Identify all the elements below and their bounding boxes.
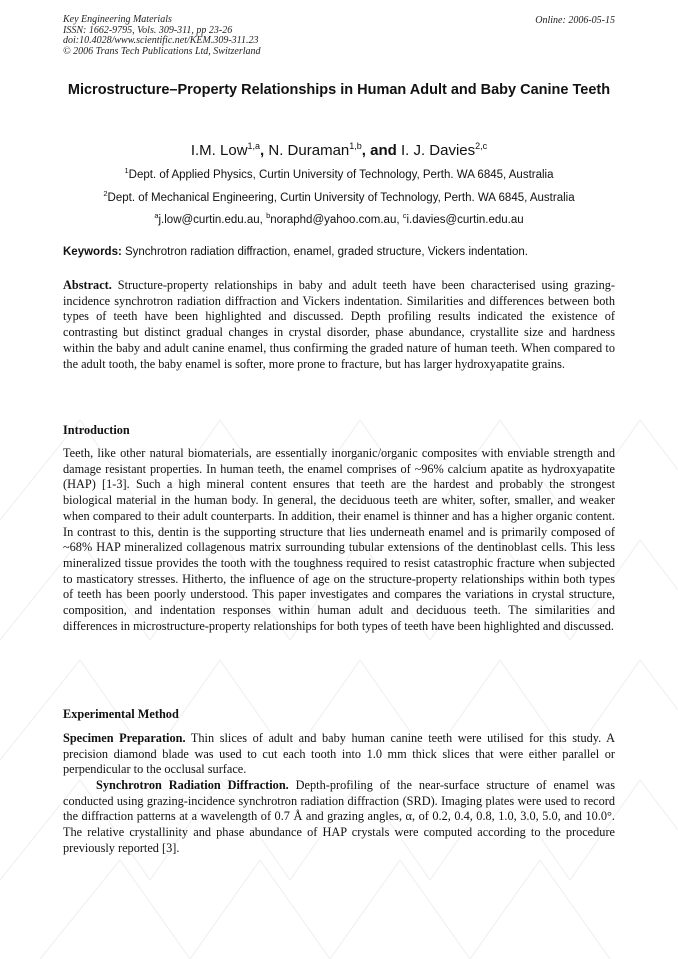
keywords-text: Synchrotron radiation diffraction, enamel, graded structure, Vickers indentation. — [121, 246, 528, 258]
affiliation-2 — [0, 189, 678, 204]
author-separator: , — [260, 142, 269, 159]
journal-header — [63, 15, 261, 57]
email-c[interactable]: i.davies@curtin.edu.au — [406, 213, 524, 226]
author-separator-and: , and — [361, 142, 401, 159]
experimental-heading: Experimental Method — [63, 707, 179, 721]
specimen-preparation-paragraph — [63, 731, 615, 778]
abstract-label: Abstract. — [63, 278, 112, 292]
specimen-preparation-label: Specimen Preparation. — [63, 731, 186, 745]
doi-line: doi:10.4028/www.scientific.net/KEM.309-311.23 — [63, 35, 259, 46]
author-3-affil: 2,c — [475, 141, 488, 151]
specimen-preparation-text: Thin slices of adult and baby human canine teeth were utilised for this study. A precision diamond blade was used to cut each tooth into 1.0 mm thick slices that were either parallel or perpendicular to the occlusal surface. — [63, 731, 615, 777]
affiliation-2-text: Dept. of Mechanical Engineering, Curtin University of Technology, Perth. WA 6845, Australia — [107, 191, 575, 204]
issn-line: ISSN: 1662-9795, Vols. 309-311, pp 23-26 — [63, 24, 233, 36]
keywords — [63, 246, 615, 258]
paper-title: Microstructure–Property Relationships in Human Adult and Baby Canine Teeth — [67, 82, 611, 98]
introduction-heading: Introduction — [63, 423, 130, 437]
affiliation-1-text: Dept. of Applied Physics, Curtin University of Technology, Perth. WA 6845, Australia — [128, 168, 554, 181]
copyright-line: © 2006 Trans Tech Publications Ltd, Switzerland — [63, 45, 261, 57]
email-b[interactable]: noraphd@yahoo.com.au, — [270, 213, 403, 226]
srd-paragraph — [63, 778, 615, 857]
abstract-paragraph — [63, 278, 615, 372]
email-c-mark: c — [402, 211, 407, 220]
email-a-mark: a — [154, 211, 159, 220]
author-list — [0, 141, 678, 159]
online-date: Online: 2006-05-15 — [535, 15, 615, 26]
author-2: N. Duraman — [268, 142, 350, 159]
abstract-text: Structure-property relationships in baby and adult teeth have been characterised using grazing-incidence synchrotron radiation diffraction and Vickers indentation. Similarities and differences between both types of teeth have been highlighted and discussed. Depth profiling results indicated the existence of contrasting but distinct gradual changes in crystal disorder, phase abundance, crystallite size and hardness within the baby and adult canine enamel, thus confirming the graded nature of human teeth. When compared to the adult tooth, the baby enamel is softer, more prone to fracture, but has larger hydroxyapatite grains. — [63, 278, 615, 371]
author-1: I.M. Low — [190, 142, 248, 159]
affiliation-1 — [0, 166, 678, 181]
email-a[interactable]: j.low@curtin.edu.au, — [158, 213, 267, 226]
author-2-affil: 1,b — [349, 141, 362, 151]
author-1-affil: 1,a — [247, 141, 261, 151]
srd-label: Synchrotron Radiation Diffraction. — [96, 778, 289, 792]
author-3: I. J. Davies — [400, 142, 476, 159]
srd-text: Depth-profiling of the near-surface structure of enamel was conducted using grazing-incidence synchrotron radiation diffraction (SRD). Imaging plates were used to record the diffraction patterns at a wavelength of 0.7 Å and grazing angles, α, of 0.2, 0.4, 0.8, 1.0, 3.0, 5.0, and 10.0°. The relative crystallinity and phase abundance of HAP crystals were computed according to the procedure previously reported [3]. — [63, 778, 616, 855]
introduction-paragraph: Teeth, like other natural biomaterials, are essentially inorganic/organic composites with enviable strength and damage resistant properties. In human teeth, the enamel comprises of ~96% calcium apatite as hydroxyapatite (HAP) [1-3]. Such a high mineral content ensures that teeth are the hardest and probably the strongest biological material in the human body. In general, the deciduous teeth are whiter, softer, smaller, and weaker when compared to their adult counterparts. In addition, their enamel is thinner and has a higher organic content. In contrast to this, dentin is the supporting structure that lies underneath enamel and is primarily composed of ~68% HAP mineralized collagenous matrix surrounding tubular extensions of the dentinoblast cells. This less mineralized tissue provides the tooth with the toughness required to resist catastrophic fracture when subjected to masticatory stresses. Hitherto, the influence of age on the structure-property relationships within both types of teeth has been poorly understood. This paper investigates and compares the variations in crystal structure, composition, and indentation responses within human adult and deciduous teeth. The similarities and differences in microstructure-property relationships for both types of teeth have been highlighted and discussed. — [63, 446, 615, 633]
affiliation-1-number: 1 — [124, 166, 129, 175]
keywords-label: Keywords: — [63, 246, 122, 258]
email-b-mark: b — [266, 211, 271, 220]
email-line — [0, 211, 678, 226]
journal-name: Key Engineering Materials — [63, 14, 172, 25]
affiliation-2-number: 2 — [103, 189, 108, 198]
